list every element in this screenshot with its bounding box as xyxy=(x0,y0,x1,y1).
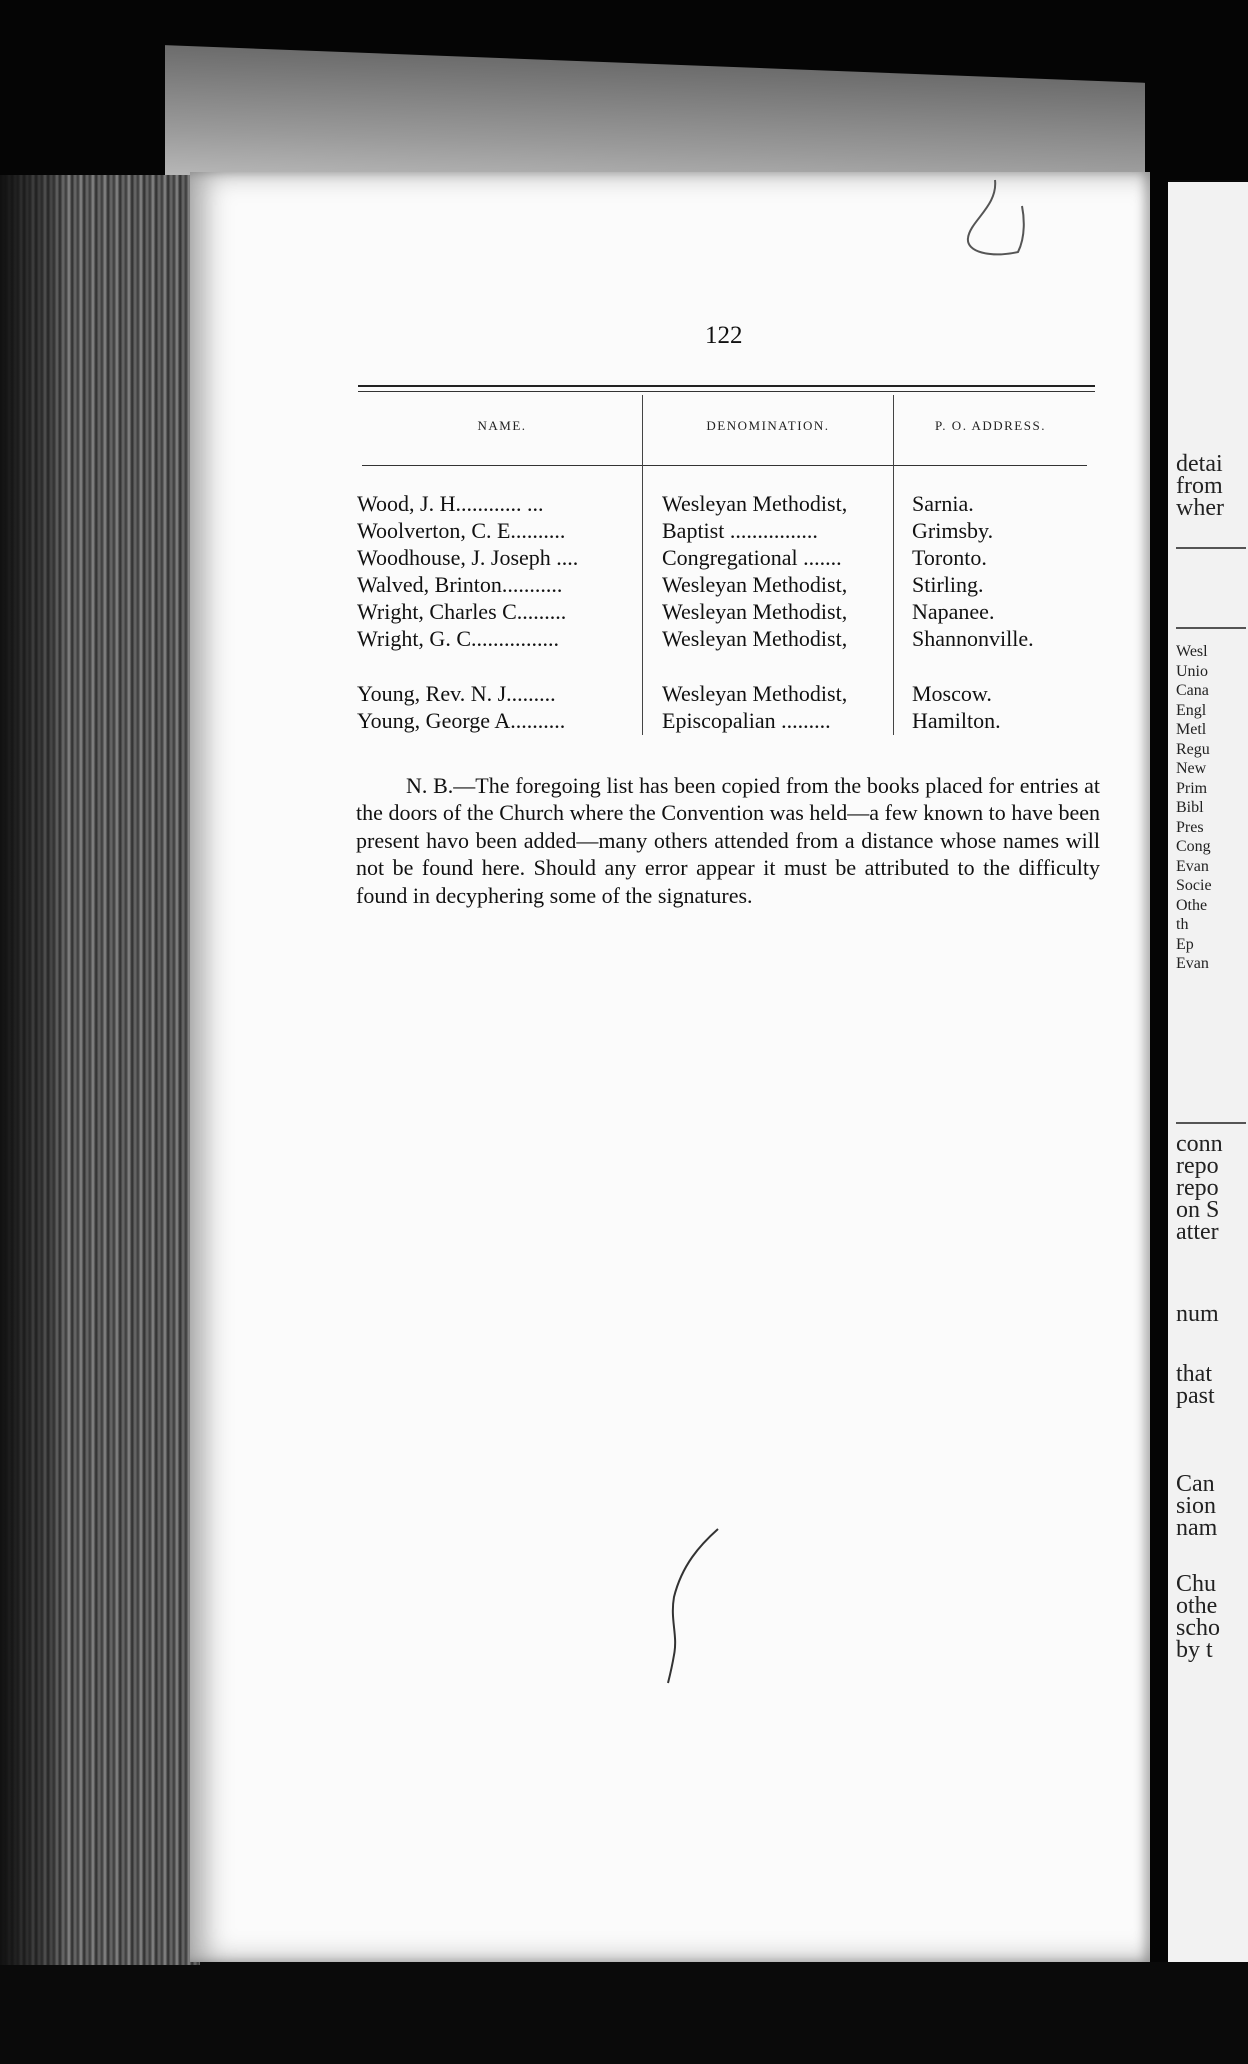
facing-page-text: conn xyxy=(1176,1131,1223,1157)
row-address: Stirling. xyxy=(912,572,984,597)
facing-page-text: Unio xyxy=(1176,662,1208,680)
facing-page-text: from xyxy=(1176,473,1223,499)
row-name: Young, George A.......... xyxy=(357,708,566,733)
facing-page-text: sion xyxy=(1176,1493,1217,1519)
facing-page-text: repo xyxy=(1176,1175,1219,1201)
column-divider xyxy=(893,395,894,735)
row-denomination: Wesleyan Methodist, xyxy=(662,681,848,706)
row-name: Wood, J. H............ ... xyxy=(357,491,544,516)
page-number: 122 xyxy=(705,322,743,349)
row-denomination: Wesleyan Methodist, xyxy=(662,491,848,516)
facing-page-text: Prim xyxy=(1176,779,1208,797)
facing-page-text: nam xyxy=(1176,1515,1218,1541)
facing-page-text: num xyxy=(1176,1301,1219,1327)
facing-page-text: th xyxy=(1176,916,1189,933)
row-address: Shannonville. xyxy=(912,626,1034,651)
facing-page-text: Evan xyxy=(1176,955,1209,972)
pencil-mark xyxy=(960,176,1040,266)
facing-page-fragment xyxy=(1168,182,1248,1962)
row-denomination: Episcopalian ......... xyxy=(662,708,831,733)
row-denomination: Congregational ....... xyxy=(662,545,842,570)
facing-page-text: Can xyxy=(1176,1471,1215,1497)
pencil-mark xyxy=(660,1525,720,1685)
facing-page-text: by t xyxy=(1176,1637,1213,1663)
facing-page-text: Ep xyxy=(1176,935,1194,953)
facing-page-text: Chu xyxy=(1176,1571,1217,1597)
facing-page-text: atter xyxy=(1176,1219,1219,1245)
facing-page-text: wher xyxy=(1176,495,1224,521)
facing-page-text: Othe xyxy=(1176,896,1208,914)
column-header-address: P. O. ADDRESS. xyxy=(935,418,1046,433)
facing-page-text: Regu xyxy=(1176,740,1210,758)
facing-page-text: Bibl xyxy=(1176,799,1204,816)
facing-page-text: Cana xyxy=(1176,682,1209,699)
header-rule-top xyxy=(358,385,1095,387)
row-denomination: Wesleyan Methodist, xyxy=(662,572,848,597)
row-address: Hamilton. xyxy=(912,708,1001,733)
facing-page-text: Wesl xyxy=(1176,643,1208,660)
book-gutter xyxy=(1150,172,1168,1962)
facing-page-rule xyxy=(1176,547,1246,549)
facing-page-rule xyxy=(1176,627,1246,629)
column-header-denomination: DENOMINATION. xyxy=(706,418,830,433)
facing-page-text: Engl xyxy=(1176,701,1207,719)
facing-page-text: New xyxy=(1176,760,1207,777)
row-address: Napanee. xyxy=(912,599,995,624)
facing-page-rule xyxy=(1176,1122,1246,1124)
facing-page-text: Evan xyxy=(1176,857,1209,875)
facing-page-text: othe xyxy=(1176,1593,1218,1619)
column-header-name: NAME. xyxy=(477,418,527,433)
facing-page-text: on S xyxy=(1176,1197,1220,1223)
column-divider xyxy=(642,395,643,735)
row-address: Toronto. xyxy=(912,545,987,570)
book-edge-shadow xyxy=(0,175,60,1965)
footnote-paragraph: N. B.—The foregoing list has been copied from the books placed for entries at the doors of the Church where the Convention was held—a few known to have been present havo been added—many others attended from a distance whose names will not be found here. Should any error appear it must be attributed to the difficulty found in decyphering some of the signatures. xyxy=(356,773,1100,908)
row-denomination: Baptist ................ xyxy=(662,518,818,543)
header-rule-inner xyxy=(358,391,1095,392)
row-name: Young, Rev. N. J......... xyxy=(357,681,556,706)
facing-page-text: Socie xyxy=(1176,877,1212,894)
row-name: Woolverton, C. E.......... xyxy=(357,518,566,543)
row-name: Wright, G. C................ xyxy=(357,626,559,651)
facing-page-text: detai xyxy=(1176,451,1223,477)
row-name: Woodhouse, J. Joseph .... xyxy=(357,545,579,570)
row-name: Walved, Brinton........... xyxy=(357,572,563,597)
row-denomination: Wesleyan Methodist, xyxy=(662,626,848,651)
facing-page-text: Pres xyxy=(1176,818,1204,836)
row-name: Wright, Charles C......... xyxy=(357,599,567,624)
row-denomination: Wesleyan Methodist, xyxy=(662,599,848,624)
facing-page-text: past xyxy=(1176,1383,1215,1409)
row-address: Moscow. xyxy=(912,681,992,706)
facing-page-text: scho xyxy=(1176,1615,1220,1641)
row-address: Grimsby. xyxy=(912,518,994,543)
header-rule-bottom xyxy=(362,465,1087,466)
facing-page-text: that xyxy=(1176,1361,1212,1387)
book-page xyxy=(190,172,1150,1962)
facing-page-text: repo xyxy=(1176,1153,1219,1179)
facing-page-text: Cong xyxy=(1176,838,1211,855)
facing-page-text: Metl xyxy=(1176,721,1207,738)
row-address: Sarnia. xyxy=(912,491,974,516)
